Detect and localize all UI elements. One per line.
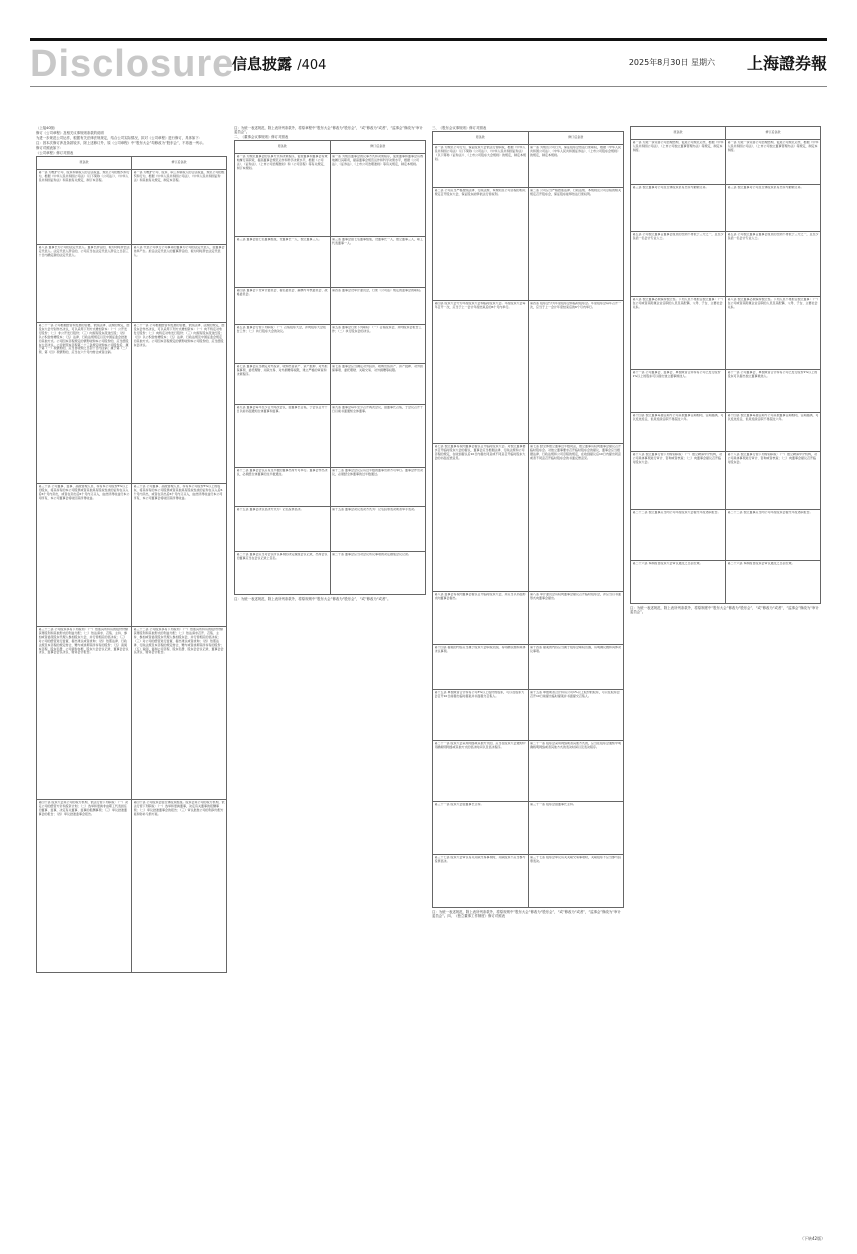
intro-line: 注：因本次修订涉及条款较多，除上述修订外，原《公司章程》中“股东大会”均修改为“股东会”，不再逐一列示。 (36, 141, 206, 145)
clause-text: 第四条 董事会设审计委员会，行使《公司法》规定的监事会的职权。 (332, 289, 423, 293)
clause-text: 第一条 为进一步完善公司治理结构，促进公司规范运作，根据《中华人民共和国公司法》、《上市公司独立董事管理办法》等规定，制定本制度。 (727, 141, 819, 152)
table-row (433, 188, 624, 301)
original-clause (235, 552, 331, 595)
header-revised: 修订后条款 (132, 157, 227, 170)
revised-clause (726, 297, 821, 370)
table-row (433, 592, 624, 645)
original-clause (235, 288, 331, 325)
revised-clause (528, 645, 624, 690)
clause-text: 第十四条 提案的内容应当属于股东大会职权范围，有明确议题和具体决议事项。 (434, 646, 526, 653)
clause-text: 第十二条 董事会会议应有过半数的董事出席方可举行。董事会作出决议，必须经全体董事的过半数通过。 (332, 469, 423, 477)
original-clause (235, 364, 331, 405)
table-row (631, 297, 821, 370)
clause-text: 第三十二条 公司股东享有下列权利：（一）依照其所持有的股份份额获得股利和其他形式的利益分配；（二）依法请求召开、召集、主持、参加或者委派股东代理人参加股东会，并行使相应的表决权；（三）对公司的经营进行监督，提出建议或者质询；（四）依照法律、行政法规及本章程的规定转让、赠与或者质押其所持有的股份；（五）查阅、复制公司章程、股东名册、股东会会议记录、董事会会议决议、财务会计报告。 (133, 628, 224, 655)
clause-text: 第九条 董事会每年至少召开两次会议，由董事长召集，于会议召开十日以前书面通知全体董事和监事。 (236, 406, 328, 414)
header-revised: 修订后条款 (330, 141, 426, 154)
clause-text: 第十五条 董事会决议表决方式为：记名投票表决或者举手表决。 (332, 508, 417, 512)
clause-text: 第四条 股东会分为年度股东会和临时股东会。年度股东会每年召开一次，应当于上一会计年度结束后的6个月内举行。 (530, 302, 621, 309)
revised-clause (528, 592, 624, 645)
table-row (37, 170, 227, 245)
original-clause (37, 800, 132, 973)
revised-clause (330, 507, 426, 552)
continued-note: （下转42版） (800, 1236, 826, 1241)
intro-text (432, 126, 624, 130)
original-clause (37, 245, 132, 323)
clause-text: 第五条 公司独立董事占董事会成员的比例不得低于三分之一，且至少包括一名会计专业人士。 (632, 233, 724, 240)
table-row (235, 552, 426, 595)
intro-line: 注：为统一表述规范，除上表所列条款外，将原章程中“股东大会”修改为“股东会”，“或”修改为“或者”，“监事会”修改为“审计委员会”。 (234, 126, 423, 135)
original-clause (235, 237, 331, 288)
clause-text: 第三十七条 股东会审议有关关联交易事项时，关联股东不应当参与投票表决。 (530, 856, 621, 863)
table-row (433, 645, 624, 690)
original-clause (433, 690, 529, 741)
revised-clause (132, 323, 227, 484)
table-row (631, 510, 821, 561)
clause-text: 第三十一条 股东大会由董事长主持。 (434, 803, 484, 806)
clause-text: 第十五条 单独或者合计持有公司1%以上股份的股东，可以在股东会召开10日前提出临时提案并书面提交召集人。 (530, 691, 620, 698)
clause-text: 第一条 为进一步完善公司治理结构，促进公司规范运作，根据《中华人民共和国公司法》、《上市公司独立董事管理办法》等规定，制定本制度。 (632, 141, 724, 152)
footnote: 注：为统一表述规范，除上表所列条款外，将原规则中“股东大会”修改为“股东会”，“或”修改为“或者”。 (234, 597, 391, 602)
revised-clause (330, 288, 426, 325)
table-row (37, 627, 227, 800)
clause-text: 第三条 独立董事对公司及全体股东负有忠实与勤勉义务。 (727, 186, 804, 189)
table-header-row (37, 157, 227, 170)
clause-text: 第四十条 公司股东会由全体股东组成。股东会是公司的权力机构，依法行使下列职权：（一）选举和更换董事，决定有关董事的报酬事项；（二）审议批准董事会的报告；（三）审议批准公司的利润分配方案和弥补亏损方案。 (133, 801, 225, 816)
revised-clause (132, 170, 227, 245)
original-clause (37, 170, 132, 245)
clause-text: 第三十一条 股东会由董事长主持。 (530, 803, 576, 806)
header-original: 原条款 (235, 141, 331, 154)
clause-text: 第一条 为规范董事会的议事方式和决策程序，促使董事和董事会有效地履行其职责，提高董事会规范运作和科学决策水平，根据《公司法》、《证券法》、《上市公司治理准则》和《公司章程》等有关规定，制订本规则。 (236, 155, 328, 171)
revised-clause (528, 301, 624, 444)
table-row (433, 145, 624, 188)
clause-text: 第二十二条 独立董事应当向公司年度股东会提交年度述职报告。 (727, 511, 813, 514)
revised-clause (330, 154, 426, 237)
clause-text: 第三十七条 股东大会审议有关关联交易事项时，关联股东不应当参与投票表决。 (434, 856, 526, 863)
table-row (235, 154, 426, 237)
column-2 (234, 126, 426, 602)
intro-line: 《公司章程》修订对照表 (36, 151, 74, 155)
revised-clause (726, 370, 821, 413)
clause-text: 第八条 代表公司执行公司事务的董事为公司的法定代表人，由董事会选举产生。担任法定代表人的董事辞任的，视为同时辞去法定代表人。 (133, 246, 225, 257)
comparison-table (630, 126, 821, 604)
column-1 (36, 126, 227, 973)
clause-text: 第四条 董事会下设审计委员会、提名委员会、薪酬与考核委员会、战略委员会。 (236, 289, 328, 297)
original-clause (37, 627, 132, 800)
issue-date: 2025年8月30日 星期六 (628, 58, 715, 67)
clause-text: 第三十条 公司董事、高级管理人员、持有本公司股份5%以上的股东，将其持有的本公司股票或者其他具有股权性质的证券在买入后6个月内卖出，或者在卖出后6个月内又买入，由此所得收益归本公司所有，本公司董事会将收回其所得收益。 (133, 485, 223, 500)
revised-clause (330, 237, 426, 288)
intro-line: 二、《董事会议事规则》修订对照表 (234, 135, 289, 140)
clause-text: 第七条 董事会应当确定对外投资、收购出售资产、资产抵押、对外担保事项、委托理财、关联交易、对外捐赠等权限。 (332, 365, 423, 373)
clause-text: 第四十条 股东大会是公司的权力机构，依法行使下列职权：（一）决定公司的经营方针和投资计划；（二）选举和更换非由职工代表担任的董事、监事，决定有关董事、监事的报酬事项；（三）审议批准董事会的报告；（四）审议批准监事会报告。 (38, 801, 128, 816)
header-original: 原条款 (433, 132, 529, 145)
original-clause (37, 323, 132, 484)
clause-text: 第八条 董事长为公司的法定代表人。董事长辞任的，视为同时辞去法定代表人。法定代表人辞任的，公司应当在法定代表人辞任之日起三十日内确定新的法定代表人。 (38, 246, 130, 257)
table-header-row (631, 127, 821, 140)
table-row (631, 140, 821, 185)
comparison-table (234, 140, 426, 595)
intro-line: 修订对照表如下： (36, 146, 64, 150)
original-clause (235, 325, 331, 364)
clause-text: 第五条 董事会行使下列职权：（一）召集股东大会，并向股东大会报告工作；（二）执行股东大会的决议。 (236, 326, 326, 334)
clause-text: 第二条 公司应当严格按照法律、行政法规、本规则及公司章程的相关规定召开股东会，保证股东能够依法行使权利。 (530, 189, 621, 196)
clause-text: 第二十六条 本制度自股东大会审议通过之日起生效。 (632, 562, 703, 565)
clause-text: 第一条 为规范董事会的议事方式和决策程序，促使董事和董事会有效地履行其职责，提高董事会规范运作和科学决策水平，根据《公司法》、《证券法》、《上市公司治理准则》等有关规定，制定本规则。 (332, 155, 423, 167)
revised-clause (132, 800, 227, 973)
clause-text: 第三十二条 公司股东享有下列权利：（一）依照其所持有的股份份额获得股利和其他形式的利益分配；（二）依法请求、召集、主持、参加或者委派股东代理人参加股东大会，并行使相应的表决权；（三）对公司的经营进行监督，提出建议或者质询；（四）依照法律、行政法规及本章程的规定转让、赠与或质押其所持有的股份；（五）查阅本章程、股东名册、公司债券存根、股东大会会议记录、董事会会议决议、监事会会议决议、财务会计报告。 (38, 628, 129, 655)
revised-clause (330, 468, 426, 507)
revised-clause (528, 145, 624, 188)
table-row (235, 237, 426, 288)
original-clause (631, 185, 726, 232)
revised-clause (528, 188, 624, 301)
disclosure-logo: Disclosure (30, 43, 235, 85)
intro-line: 为进一步规范公司运作，根据有关法律法规规定，结合公司实际情况，拟对《公司章程》进行修订，具体如下： (36, 136, 203, 140)
revised-clause (528, 855, 624, 908)
clause-text: 第十二条 董事会会议应有过半数的董事出席方可举行。董事会作出决议，必须经全体董事的过半数通过。 (236, 469, 328, 477)
revised-clause (726, 452, 821, 510)
clause-text: 第八条 独立董事必须保持独立性。下列人员不得担任独立董事：（一）在公司或者其附属企业任职的人员及其配偶、父母、子女、主要社会关系。 (727, 298, 819, 309)
footnote: 注：为统一表述规范，除上表所列条款外，将原规则中“股东大会”修改为“股东会”，“或”修改为“或者”，“监事会”修改为“审计委员会”。四、《独立董事工作制度》修订对照表 (432, 910, 621, 919)
clause-text: 第十一条 公司董事会、单独或者合计持有公司已发行股份1%以上的股东可以提出独立董事候选人。 (727, 371, 818, 378)
revised-clause (132, 245, 227, 323)
clause-text: 第一条 为维护公司、股东和债权人的合法权益，规范公司的组织和行为，根据《中华人民共和国公司法》（以下简称《公司法》）、《中华人民共和国证券法》和其他有关规定，制订本章程。 (38, 171, 130, 182)
original-clause (433, 645, 529, 690)
clause-text: 第十四条 独立董事每届任期与公司其他董事任期相同，任期届满，可以连选连任，但是连续任职不得超过六年。 (727, 414, 819, 421)
comparison-table (36, 156, 227, 973)
page-number: /404 (297, 58, 327, 73)
original-clause (235, 507, 331, 552)
clause-text: 第二十一条 公司根据经营和发展的需要，依照法律、法规的规定，经股东大会分别作出决议，可以采用下列方式增加资本：（一）公开发行股份；（二）非公开发行股份；（三）向现有股东派送红股；（四）以公积金转增股本；（五）法律、行政法规规定以及中国证监会批准的其他方式。公司因本章程规定的情形收购本公司股份的，应当经股东大会决议。公司依照本章程第二十三条规定收购本公司股份后，属于第（一）项情形的，应当自收购之日起十日内注销；属于第（二）项、第（四）项情形的，应当在六个月内转让或者注销。 (38, 324, 130, 355)
table-row (37, 800, 227, 973)
revised-clause (528, 690, 624, 741)
original-clause (433, 855, 529, 908)
revised-clause (726, 413, 821, 452)
original-clause (433, 301, 529, 444)
clause-text: 第七条 独立董事有权向董事会提议召开临时股东大会。对独立董事要求召开临时股东大会的提议，董事会应当根据法律、行政法规和公司章程的规定，在收到提议后10日内提出同意或不同意召开临时股东大会的书面反馈意见。 (434, 445, 526, 460)
newspaper-brand: 上海證券報 (746, 54, 827, 73)
clause-text: 第四条 股东大会分为年度股东大会和临时股东大会。年度股东大会每年召开一次，应当于上一会计年度结束后的6个月内举行。 (434, 302, 526, 309)
clause-text: 第十五条 单独或者合计持有公司3%以上股份的股东，可以在股东大会召开10日前提出临时提案并书面提交召集人。 (434, 691, 525, 698)
header-revised: 修订后条款 (528, 132, 624, 145)
revised-clause (726, 232, 821, 297)
revised-clause (726, 185, 821, 232)
table-row (433, 741, 624, 802)
clause-text: 第五条 董事会行使下列职权：（一）召集股东会，并向股东会报告工作；（二）执行股东会的决议。 (332, 326, 422, 334)
original-clause (433, 188, 529, 301)
revised-clause (132, 484, 227, 627)
clause-text: 第二十一条 公司根据经营和发展的需要，依照法律、法规的规定，经股东会作出决议，可以采用下列方式增加资本：（一）向不特定对象发行股份；（二）向特定对象发行股份；（三）向现有股东派送红股；（四）以公积金转增股本；（五）法律、行政法规及中国证监会规定的其他方式。公司因本章程规定的情形收购本公司股份的，应当经股东会决议。 (133, 324, 225, 347)
clause-text: 第九条 董事会每年至少召开两次会议，由董事长召集，于会议召开十日以前书面通知全体董事。 (332, 406, 423, 414)
original-clause (631, 297, 726, 370)
original-clause (235, 405, 331, 468)
header-original: 原条款 (631, 127, 726, 140)
table-header-row (235, 141, 426, 154)
clause-text: 第五条 公司独立董事占董事会成员的比例不得低于三分之一，且至少包括一名会计专业人士。 (727, 233, 819, 240)
table-header-row (433, 132, 624, 145)
clause-text: 第十八条 独立董事行使下列特别职权：（一）独立聘请中介机构，对公司具体事项进行审计、咨询或者核查；（二）向董事会提议召开临时股东大会。 (632, 453, 722, 464)
clause-text: 第十四条 独立董事每届任期与公司其他董事任期相同，任期届满，可以连选连任，但是连续任职不得超过六年。 (632, 414, 724, 421)
original-clause (631, 140, 726, 185)
table-row (235, 468, 426, 507)
original-clause (433, 592, 529, 645)
original-clause (235, 468, 331, 507)
revised-clause (330, 405, 426, 468)
column-3 (432, 126, 624, 919)
revised-clause (528, 802, 624, 855)
table-row (631, 185, 821, 232)
intro-text (234, 126, 426, 140)
clause-text: 第十四条 提案的内容应当属于股东会职权范围，有明确议题和具体决议事项。 (530, 646, 621, 653)
revised-clause (528, 444, 624, 592)
clause-text: 第八条 审计委员会有权向董事会提议召开临时股东会，并应当以书面形式向董事会提出。 (530, 593, 621, 600)
original-clause (631, 452, 726, 510)
original-clause (37, 484, 132, 627)
section-name: 信息披露 (232, 55, 293, 73)
clause-text: 第十一条 公司董事会、监事会、单独或者合并持有公司已发行股份1%以上的股东可以提出独立董事候选人。 (632, 371, 721, 378)
table-row (631, 452, 821, 510)
clause-text: 第三条 独立董事对公司及全体股东负有忠实与勤勉义务。 (632, 186, 709, 189)
table-row (433, 444, 624, 592)
table-row (235, 325, 426, 364)
table-row (37, 323, 227, 484)
clause-text: 第三条 董事会由七名董事组成，设董事长一人，独立董事三人，职工代表董事一人。 (332, 238, 423, 246)
clause-text: 第一条 为规范公司行为，保证股东会依法行使职权，根据《中华人民共和国公司法》、《中华人民共和国证券法》、《上市公司股东会规则》的规定，制定本规则。 (530, 146, 621, 157)
table-row (235, 405, 426, 468)
table-row (235, 288, 426, 325)
revised-clause (330, 364, 426, 405)
clause-text: 第三条 董事会由七名董事组成，设董事长一人，独立董事三人。 (236, 238, 322, 242)
clause-text: 第二十一条 股东大会采用网络或其他方式的，应当在股东大会通知中明确载明网络或其他方式的表决时间以及表决程序。 (434, 742, 526, 749)
clause-text: 第二十二条 独立董事应当向公司年度股东大会提交年度述职报告。 (632, 511, 721, 514)
clause-text: 第七条 经全体独立董事过半数同意，独立董事有权向董事会提议召开临时股东会。对独立董事要求召开临时股东会的提议，董事会应当根据法律、行政法规和公司章程的规定，在收到提议后10日内提出同意或者不同意召开临时股东会的书面反馈意见。 (530, 445, 621, 460)
table-row (37, 245, 227, 323)
original-clause (631, 510, 726, 561)
clause-text: 第一条 为规范公司行为，保证股东大会依法行使职权，根据《中华人民共和国公司法》（以下简称《公司法》）、《中华人民共和国证券法》（以下简称《证券法》）、《上市公司股东大会规则》的规定，制定本规则。 (434, 146, 526, 161)
header-original: 原条款 (37, 157, 132, 170)
revised-clause (330, 325, 426, 364)
revised-clause (726, 561, 821, 604)
clause-text: 第七条 董事会应当确定对外投资、收购出售资产、资产抵押、对外担保事项、委托理财、关联交易、对外捐赠等权限，建立严格的审查和决策程序。 (236, 365, 328, 377)
original-clause (433, 741, 529, 802)
intro-line: 三、《股东会议事规则》修订对照表 (432, 126, 487, 130)
clause-text: 第十五条 董事会决议表决方式为：记名投票表决。 (236, 508, 304, 512)
column-4 (630, 126, 821, 615)
clause-text: 第一条 为维护公司、股东、职工和债权人的合法权益，规范公司的组织和行为，根据《中华人民共和国公司法》、《中华人民共和国证券法》和其他有关规定，制定本章程。 (133, 171, 225, 182)
table-row (631, 413, 821, 452)
original-clause (235, 154, 331, 237)
revised-clause (132, 627, 227, 800)
revised-clause (528, 741, 624, 802)
clause-text: 第三十条 公司董事、监事、高级管理人员、持有本公司股份5%以上的股东，将其持有的本公司股票或者其他具有股权性质的证券在买入后6个月内卖出，或者在卖出后6个月内又买入，由此所得收益归本公司所有，本公司董事会将收回其所得收益。 (38, 485, 130, 500)
clause-text: 第十八条 独立董事行使下列特别职权：（一）独立聘请中介机构，对公司具体事项进行审计、咨询或者核查；（二）向董事会提议召开临时股东会。 (727, 453, 817, 464)
intro-line: （上接40版） (36, 126, 58, 130)
table-row (433, 855, 624, 908)
original-clause (631, 561, 726, 604)
clause-text: 第八条 独立董事必须保持独立性。下列人员不得担任独立董事：（一）在公司或者其附属企业任职的人员及其配偶、父母、子女、主要社会关系。 (632, 298, 724, 309)
table-row (235, 507, 426, 552)
table-row (631, 232, 821, 297)
top-rule (30, 38, 827, 41)
comparison-table (432, 131, 624, 908)
table-row (631, 561, 821, 604)
table-row (37, 484, 227, 627)
revised-clause (726, 510, 821, 561)
clause-text: 第二十条 董事会应当对会议所议事项的决定做成会议记录，出席会议的董事应当在会议记录上签名。 (236, 553, 328, 561)
clause-text: 第二十六条 本制度自股东会审议通过之日起生效。 (727, 562, 795, 565)
table-row (631, 370, 821, 413)
footnote: 注：为统一表述规范，除上表所列条款外，将原制度中“股东大会”修改为“股东会”，“或”修改为“或者”，“监事会”修改为“审计委员会”。 (630, 606, 819, 615)
revised-clause (726, 140, 821, 185)
original-clause (433, 802, 529, 855)
masthead (30, 44, 827, 84)
header-revised: 修订后条款 (726, 127, 821, 140)
revised-clause (330, 552, 426, 595)
clause-text: 第八条 监事会有权向董事会提议召开临时股东大会，并应当以书面形式向董事会提出。 (434, 593, 526, 600)
clause-text: 第二十条 董事会应当对会议所议事项的决定做成会议记录。 (332, 553, 411, 557)
intro-line: 修订《公司章程》及相关议事规则条款的说明 (36, 131, 104, 135)
section-title (232, 53, 326, 74)
clause-text: 第二十一条 股东会采用网络或者其他方式的，应当在股东会通知中明确载明网络或者其他方式的表决时间以及表决程序。 (530, 742, 621, 749)
original-clause (433, 444, 529, 592)
masthead-rule (30, 86, 827, 87)
original-clause (631, 370, 726, 413)
original-clause (631, 232, 726, 297)
original-clause (433, 145, 529, 188)
table-row (433, 301, 624, 444)
table-row (235, 364, 426, 405)
table-row (433, 690, 624, 741)
table-row (433, 802, 624, 855)
intro-text (36, 126, 227, 155)
original-clause (631, 413, 726, 452)
clause-text: 第二条 公司应当严格按照法律、行政法规、本规则及公司章程的相关规定召开股东大会，保证股东能够依法行使权利。 (434, 189, 526, 196)
